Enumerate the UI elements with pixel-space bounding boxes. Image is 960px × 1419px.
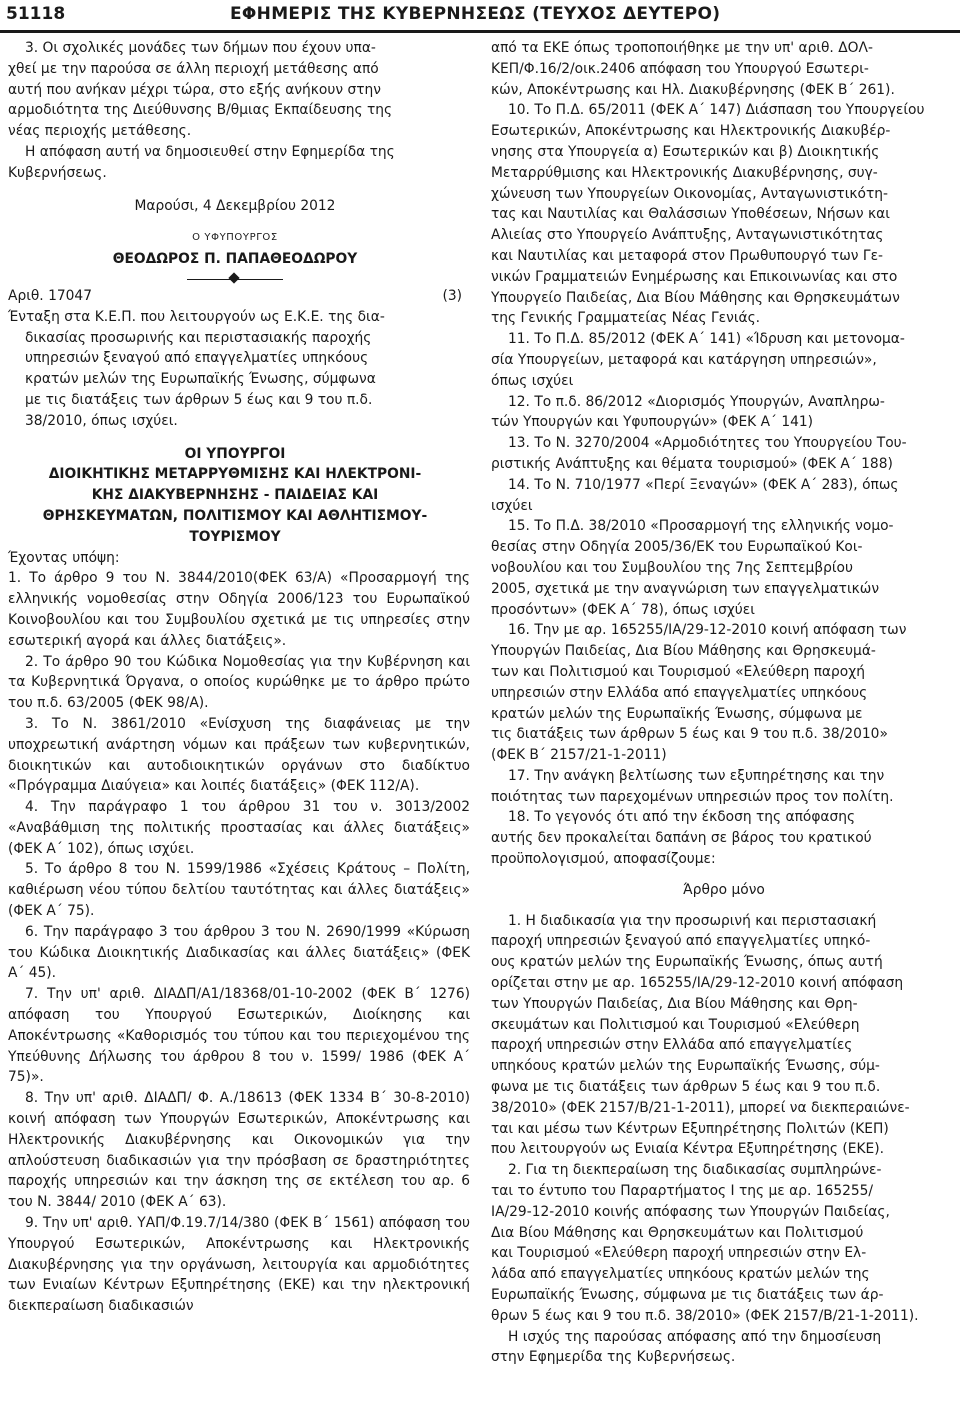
body-line: λάδα από επαγγελματίες υπηκόους κρατών μελών της bbox=[491, 1266, 870, 1283]
body-line: τας και Ναυτιλίας και Θαλάσσιων Υποθέσεων, Νήσων και bbox=[491, 206, 890, 223]
body-line: παροχή υπηρεσιών στην Ελλάδα από επαγγελματίες bbox=[491, 1037, 853, 1054]
body-line: χθεί με την παρούσα σε άλλη περιοχή μετάθεσης από bbox=[8, 60, 379, 77]
body-line: θεσίας στην Οδηγία 2005/36/ΕΚ του Ευρωπαϊκού Κοι- bbox=[491, 539, 863, 556]
body-line: νοβουλίου και του Συμβουλίου της 7ης Σεπτεμβρίου bbox=[491, 559, 853, 576]
decision-index: (3) bbox=[442, 287, 462, 304]
body-line: της Γενικής Γραμματείας Νέας Γενιάς. bbox=[491, 310, 761, 327]
heading-line: ΤΟΥΡΙΣΜΟΥ bbox=[189, 528, 281, 545]
body-line: Υπουργών Παιδείας, Δια Βίου Μάθησης και Θρησκευμά- bbox=[491, 643, 876, 660]
body-line: αυτή που ανήκαν μέχρι τώρα, στο εξής ανήκουν στην bbox=[8, 81, 381, 98]
body-line: 16. Την με αρ. 165255/ΙΑ/29-12-2010 κοινή απόφαση των bbox=[508, 622, 907, 639]
consideration-6: 6. Την παράγραφο 3 του άρθρου 3 του Ν. 2690/1999 «Κύρωση του Κώδικα Διοικητικής Διαδικασίας και άλλες διατάξεις» (ΦΕΚ Α΄ 45). bbox=[8, 923, 470, 982]
body-line: στην Εφημερίδα της Κυβερνήσεως. bbox=[491, 1349, 736, 1366]
body-line: υπηκόους κρατών μελών της Ευρωπαϊκής Ένωσης, σύμ- bbox=[491, 1058, 880, 1075]
body-line: ορίζεται στην με αρ. 165255/ΙΑ/29-12-2010 κοινή απόφαση bbox=[491, 975, 904, 992]
body-line: υπηρεσιών στην Ελλάδα από επαγγελματίες υπηκόους bbox=[491, 684, 868, 701]
diamond-icon bbox=[228, 272, 239, 283]
body-line: ποιότητας των παρεχομένων υπηρεσιών προς τον πολίτη. bbox=[491, 788, 894, 805]
body-line: των και Πολιτισμού και Τουρισμού «Ελεύθερη παροχή bbox=[491, 663, 865, 680]
body-line: 12. Το π.δ. 86/2012 «Διορισμός Υπουργών, Αναπληρω- bbox=[508, 393, 885, 410]
body-line: 38/2010» (ΦΕΚ 2157/Β/21-1-2011), μπορεί να διεκπεραιώνε- bbox=[491, 1099, 910, 1116]
consideration-1: 1. Το άρθρο 9 του Ν. 3844/2010(ΦΕΚ 63/Α) «Προσαρμογή της ελληνικής νομοθεσίας στην Οδηγία 2006/123 του Ευρωπαϊκού Κοινοβουλίου και του Συμβουλίου σχετικά με τις υπηρεσίες στην εσωτερική αγορά και άλλες διατάξεις». bbox=[8, 570, 470, 649]
body-line: Μεταρρύθμισης και Ηλεκτρονικής Διακυβέρνησης, συγ- bbox=[491, 164, 878, 181]
article-body bbox=[491, 911, 957, 1369]
body-line: ριστικής Ανάπτυξης και θέματα τουρισμού» (ΦΕΚ Α΄ 188) bbox=[491, 455, 893, 472]
page-header bbox=[0, 0, 960, 36]
body-line: όπως ισχύει bbox=[491, 372, 574, 389]
body-line: 2005, σχετικά με την αναγνώριση των επαγγελματικών bbox=[491, 580, 880, 597]
body-line: σία Υπουργείων, μεταφορά και κατάργηση υπηρεσιών», bbox=[491, 351, 877, 368]
body-line: Η ισχύς της παρούσας απόφασης από την δημοσίευση bbox=[508, 1328, 882, 1345]
right-column bbox=[491, 38, 957, 1368]
heading-line: ΘΡΗΣΚΕΥΜΑΤΩΝ, ΠΟΛΙΤΙΣΜΟΥ ΚΑΙ ΑΘΛΗΤΙΣΜΟΥ- bbox=[42, 507, 428, 524]
place-date: Μαρούσι, 4 Δεκεμβρίου 2012 bbox=[134, 197, 336, 214]
body-line: 11. Το Π.Δ. 85/2012 (ΦΕΚ Α΄ 141) «Ίδρυση και μετονομα- bbox=[508, 331, 905, 348]
body-line: 18. Το γεγονός ότι από την έκδοση της απόφασης bbox=[508, 809, 856, 826]
body-line: νικών Γραμματειών Ενημέρωσης και Επικοινωνίας και στο bbox=[491, 268, 898, 285]
consideration-4: 4. Την παράγραφο 1 του άρθρου 31 του ν. 3013/2002 «Αναβάθμιση της πολιτικής προστασίας και άλλες διατάξεις» (ΦΕΚ Α΄ 102), όπως ισχύει. bbox=[8, 799, 470, 857]
body-line: παροχή υπηρεσιών ξεναγού από επαγγελματίες υπηκό- bbox=[491, 933, 871, 950]
body-line: φωνα με τις διατάξεις των άρθρων 5 έως και 9 του π.δ. bbox=[491, 1079, 881, 1096]
body-line: σκευμάτων και Πολιτισμού και Τουρισμού «Ελεύθερη bbox=[491, 1016, 860, 1033]
body-line: των Υπουργών Παιδείας, Δια Βίου Μάθησης και Θρη- bbox=[491, 995, 858, 1012]
body-line: ΚΕΠ/Φ.16/2/οικ.2406 απόφαση του Υπουργού Εσωτερι- bbox=[491, 60, 869, 77]
body-line: 14. Το Ν. 710/1977 «Περί Ξεναγών» (ΦΕΚ Α΄ 283), όπως bbox=[508, 476, 899, 493]
body-line: ΙΑ/29-12-2010 κοινής απόφασης των Υπουργών Παιδείας, bbox=[491, 1203, 890, 1220]
article-title: Άρθρο μόνο bbox=[683, 881, 765, 898]
body-line: προσόντων» (ΦΕΚ Α΄ 78), όπως ισχύει bbox=[491, 601, 755, 618]
decision-number-row bbox=[8, 286, 462, 307]
body-line: κρατών μελών της Ευρωπαϊκής Ένωσης, σύμφωνα με bbox=[491, 705, 863, 722]
body-line: Αλιείας στο Υπουργείο Ανάπτυξης, Ανταγωνιστικότητας bbox=[491, 227, 884, 244]
decision-number: Αριθ. 17047 bbox=[8, 287, 92, 304]
heading-line: ΚΗΣ ΔΙΑΚΥΒΕΡΝΗΣΗΣ - ΠΑΙΔΕΙΑΣ ΚΑΙ bbox=[91, 487, 379, 504]
body-line: ται και μέσω των Κέντρων Εξυπηρέτησης Πολιτών (ΚΕΠ) bbox=[491, 1120, 889, 1137]
body-line: 1. Η διαδικασία για την προσωρινή και περιστασιακή bbox=[508, 912, 877, 929]
subject-line: Ένταξη στα Κ.Ε.Π. που λειτουργούν ως Ε.Κ.Ε. της δια- bbox=[8, 308, 385, 325]
body-line: Η απόφαση αυτή να δημοσιευθεί στην Εφημερίδα της bbox=[25, 143, 395, 160]
heading-line: ΟΙ ΥΠΟΥΡΓΟΙ bbox=[184, 445, 286, 462]
body-line: τών Υπουργών και Υφυπουργών» (ΦΕΚ Α΄ 141) bbox=[491, 414, 814, 431]
body-line: και Τουρισμού «Ελεύθερη παροχή υπηρεσιών στην Ελ- bbox=[491, 1245, 867, 1262]
body-line: αυτής δεν προκαλείται δαπάνη σε βάρος του κρατικού bbox=[491, 830, 872, 847]
body-line: 15. Το Π.Δ. 38/2010 «Προσαρμογή της ελληνικής νομο- bbox=[508, 518, 894, 535]
consideration-9: 9. Την υπ' αριθ. ΥΑΠ/Φ.19.7/14/380 (ΦΕΚ Β΄ 1561) απόφαση του Υπουργού Εσωτερικών, Αποκέντρωσης και Ηλεκτρονικής Διακυβέρνησης για την οργάνωση, λειτουργία και αρμοδιότητες των Ενιαίων Κέντρων Εξυπηρέτησης (ΕΚΕ) και την ηλεκτρονική διεκπεραίωση διαδικασιών bbox=[8, 1215, 470, 1315]
separator-diamond bbox=[0, 272, 470, 286]
body-line: Εσωτερικών, Αποκέντρωσης και Ηλεκτρονικής Διακυβέρ- bbox=[491, 123, 891, 140]
subject-line: υπηρεσιών ξεναγού από επαγγελματίες υπηκόους bbox=[25, 350, 369, 367]
body-line: 10. Το Π.Δ. 65/2011 (ΦΕΚ Α΄ 147) Διάσπαση του Υπουργείου bbox=[508, 102, 925, 119]
body-line: προϋπολογισμού, αποφασίζουμε: bbox=[491, 851, 716, 868]
body-line: 2. Για τη διεκπεραίωση της διαδικασίας συμπληρώνε- bbox=[508, 1162, 882, 1179]
body-line: Δια Βίου Μάθησης και Θρησκευμάτων και Πολιτισμού bbox=[491, 1224, 864, 1241]
body-line: 13. Το Ν. 3270/2004 «Αρμοδιότητες του Υπουργείου Του- bbox=[508, 435, 907, 452]
right-body bbox=[491, 38, 957, 870]
subject-line: με τις διατάξεις των άρθρων 5 έως και 9 του π.δ. bbox=[25, 391, 373, 408]
body-line: ισχύει bbox=[491, 497, 533, 514]
consideration-8: 8. Την υπ' αριθ. ΔΙΑΔΠ/ Φ. Α./18613 (ΦΕΚ 1334 Β΄ 30-8-2010) κοινή απόφαση των Υπουργών Εσωτερικών, Αποκέντρωσης και Ηλεκτρονικής Διακυβέρνησης και Οικονομικών για την απλούστευση διαδικασιών για την πρόσβαση σε δραστηριότητες παροχής υπηρεσιών και την άσκηση της σε εκτέλεση του αρ. 6 του Ν. 3844/ 2010 (ΦΕΚ Α΄ 63). bbox=[8, 1090, 470, 1211]
subject-line: δικασίας προσωρινής και περιστασιακής παροχής bbox=[25, 329, 372, 346]
body-line: νησης στα Υπουργεία α) Εσωτερικών και β) Διοικητικής bbox=[491, 143, 880, 160]
consideration-3: 3. Το Ν. 3861/2010 «Ενίσχυση της διαφάνειας με την υποχρεωτική ανάρτηση νόμων και πράξεων των κυβερνητικών, διοικητικών και αυτοδιοικητικών οργάνων στο διαδίκτυο «Πρόγραμμα Διαύγεια» και λοιπές διατάξεις» (ΦΕΚ 112/Α). bbox=[8, 715, 470, 795]
body-line: 3. Οι σχολικές μονάδες των δήμων που έχουν υπα- bbox=[25, 40, 376, 56]
body-line: Κυβερνήσεως. bbox=[8, 164, 107, 181]
body-line: θρων 5 έως και 9 του π.δ. 38/2010» (ΦΕΚ 2157/Β/21-1-2011). bbox=[491, 1307, 919, 1324]
heading-line: ΔΙΟΙΚΗΤΙΚΗΣ ΜΕΤΑΡΡΥΘΜΙΣΗΣ ΚΑΙ ΗΛΕΚΤΡΟΝΙ- bbox=[48, 466, 422, 483]
having-regard: Έχοντας υπόψη: bbox=[8, 549, 120, 566]
consideration-5: 5. Το άρθρο 8 του Ν. 1599/1986 «Σχέσεις Κράτους – Πολίτη, καθιέρωση νέου τύπου δελτίου ταυτότητας και άλλες διατάξεις» (ΦΕΚ Α΄ 75). bbox=[8, 861, 470, 920]
page-number: 51118 bbox=[6, 4, 66, 24]
body-line: νέας περιοχής μετάθεσης. bbox=[8, 123, 192, 140]
body-line: που λειτουργούν ως Ενιαία Κέντρα Εξυπηρέτησης (ΕΚΕ). bbox=[491, 1141, 885, 1158]
header-rule bbox=[0, 30, 960, 33]
body-line: και Ναυτιλίας και μεταφορά στον Πρωθυπουργό των Γε- bbox=[491, 247, 884, 264]
subject-line: 38/2010, όπως ισχύει. bbox=[25, 412, 178, 429]
body-line: από τα ΕΚΕ όπως τροποποιήθηκε με την υπ' αριθ. ΔΟΛ- bbox=[491, 40, 873, 56]
subject-line: κρατών μελών της Ευρωπαϊκής Ένωσης, σύμφωνα bbox=[25, 371, 376, 388]
signatory-title: Ο ΥΦΥΠΟΥΡΓΟΣ bbox=[192, 232, 278, 244]
ornament-rule bbox=[187, 272, 283, 286]
body-line: Ευρωπαϊκής Ένωσης, σύμφωνα με τις διατάξεις των άρ- bbox=[491, 1287, 884, 1304]
body-line: (ΦΕΚ Β΄ 2157/21-1-2011) bbox=[491, 747, 667, 764]
ministers-heading bbox=[0, 444, 470, 548]
body-line: 17. Την ανάγκη βελτίωσης των εξυπηρέτησης και την bbox=[508, 767, 885, 784]
signatory-name: ΘΕΟΔΩΡΟΣ Π. ΠΑΠΑΘΕΟΔΩΡΟΥ bbox=[112, 251, 358, 268]
left-column bbox=[0, 38, 470, 1317]
body-line: κών, Αποκέντρωσης και Ηλ. Διακυβέρνησης (ΦΕΚ Β΄ 261). bbox=[491, 81, 895, 98]
body-line: χώνευση των Υπουργείων Οικονομίας, Ανταγωνιστικότη- bbox=[491, 185, 888, 202]
body-line: Υπουργείο Παιδείας, Δια Βίου Μάθησης και Θρησκευμάτων bbox=[491, 289, 900, 306]
body-line: ται το έντυπο του Παραρτήματος Ι της με αρ. 165255/ bbox=[491, 1183, 874, 1200]
body-line: ους κρατών μελών της Ευρωπαϊκής Ένωσης, όπως αυτή bbox=[491, 954, 883, 971]
consideration-7: 7. Την υπ' αριθ. ΔΙΑΔΠ/Α1/18368/01-10-2002 (ΦΕΚ Β΄ 1276) απόφαση του Υπουργού Εσωτερικών, Διοίκησης και Αποκέντρωσης «Καθορισμός του τύπου και του περιεχομένου της Υπεύθυνης Δήλωσης του άρθρου 8 του ν. 1599/ 1986 (ΦΕΚ Α΄ 75)». bbox=[8, 986, 470, 1086]
body-line: αρμοδιότητα της Διεύθυνσης Β/θμιας Εκπαίδευσης της bbox=[8, 102, 393, 119]
consideration-2: 2. Το άρθρο 90 του Κώδικα Νομοθεσίας για την Κυβέρνηση και τα Κυβερνητικά Όργανα, ο οποίος κυρώθηκε με το άρθρο πρώτο του π.δ. 63/2005 (ΦΕΚ 98/Α). bbox=[8, 653, 470, 712]
body-line: τις διατάξεις των άρθρων 5 έως και 9 του π.δ. 38/2010» bbox=[491, 726, 888, 743]
running-title: ΕΦΗΜΕΡΙΣ ΤΗΣ ΚΥΒΕΡΝΗΣΕΩΣ (ΤΕΥΧΟΣ ΔΕΥΤΕΡΟ) bbox=[230, 4, 721, 24]
